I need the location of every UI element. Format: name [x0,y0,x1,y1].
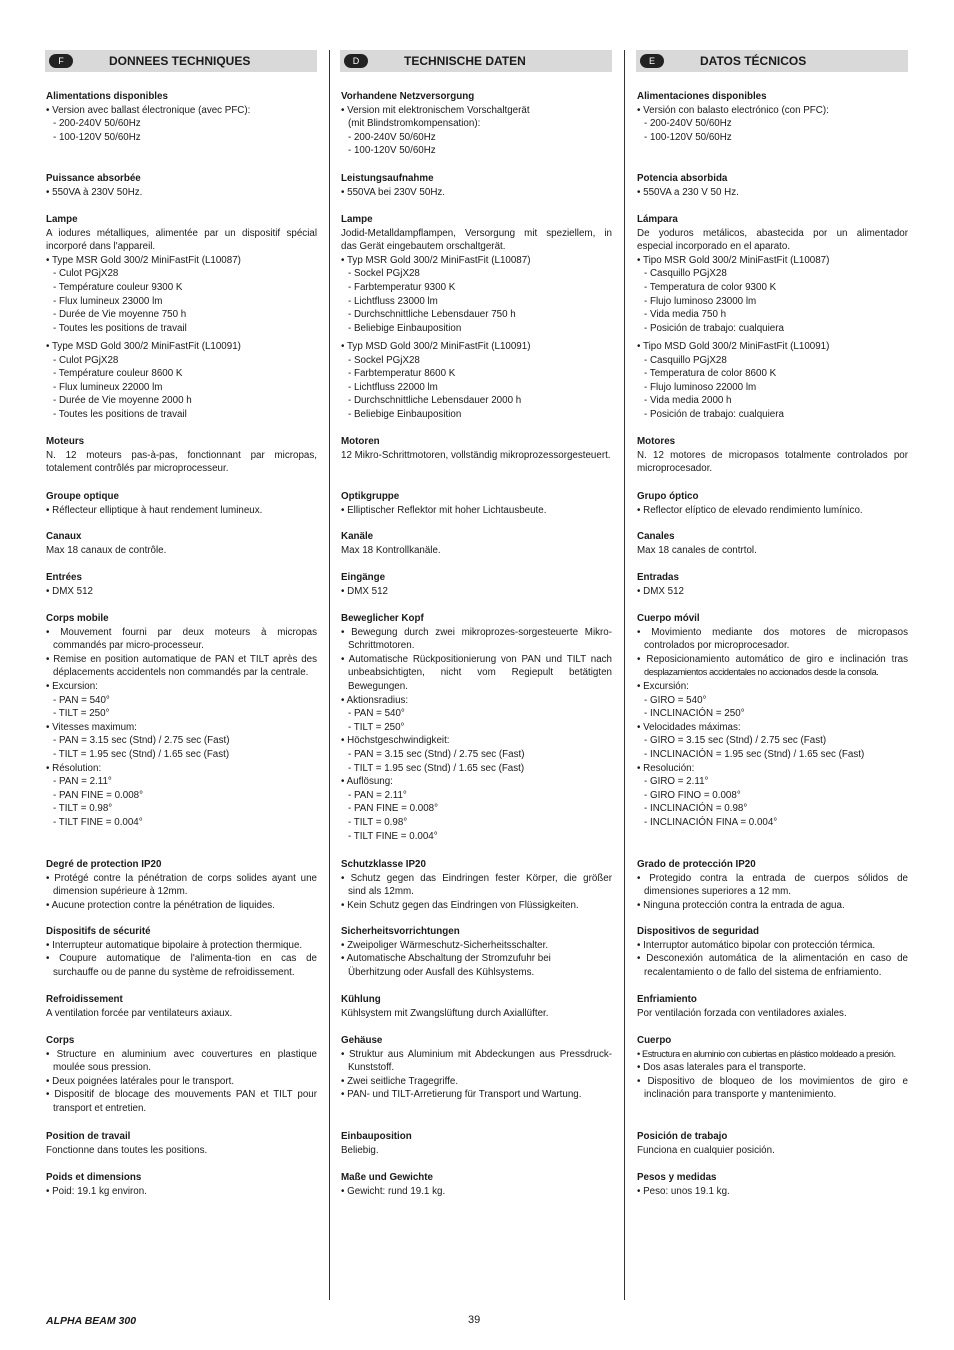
spec-line: - PAN FINE = 0.008° [53,789,144,801]
spec-line: • Deux poignées latérales pour le transport. [46,1075,235,1087]
spec-heading: Refroidissement [46,994,123,1005]
spec-heading: Moteurs [46,436,85,447]
spec-line: - Temperatura de color 8600 K [644,368,777,380]
spec-heading: Maße und Gewichte [341,1172,433,1183]
spec-section [341,340,612,422]
spec-line: • Kein Schutz gegen das Eindringen von Flüssigkeiten. [341,899,579,911]
spec-heading: Puissance absorbée [46,173,141,184]
spec-section [46,530,317,557]
spec-section [341,1034,612,1102]
spec-line: • Versión con balasto electrónico (con PFC): [637,104,829,116]
spec-line: - Beliebige Einbauposition [348,408,462,420]
spec-section [637,213,908,335]
spec-line: - GIRO = 540° [644,694,707,706]
spec-line: • Typ MSR Gold 300/2 MiniFastFit (L10087) [341,254,531,266]
spec-heading: Alimentaciones disponibles [637,91,767,102]
spec-heading: Motores [637,436,676,447]
spec-heading: Motoren [341,436,380,447]
spec-section [637,612,908,830]
spec-line: • Aucune protection contre la pénétration de liquides. [46,899,275,911]
spec-section [341,1171,612,1198]
spec-heading: Kanäle [341,531,374,542]
column-title: DATOS TÉCNICOS [700,54,807,68]
spec-heading: Eingänge [341,572,386,583]
spec-line: • Coupure automatique de l'alimenta-tion en cas de [46,953,317,965]
spec-section [341,858,612,912]
column-body [45,72,317,1302]
spec-section [341,213,612,335]
spec-heading: Entrées [46,572,82,583]
spec-heading: Potencia absorbida [637,173,728,184]
spec-line: • Struktur aus Aluminium mit Abdeckungen aus Pressdruck- [341,1048,612,1060]
spec-line: - Casquillo PGjX28 [644,354,727,366]
language-badge: F [49,54,73,68]
spec-line: • Movimiento mediante dos motores de micropasos [637,626,908,638]
spec-heading: Vorhandene Netzversorgung [341,91,475,102]
spec-line: - 200-240V 50/60Hz [348,131,436,143]
spec-line: - Beliebige Einbauposition [348,322,462,334]
spec-heading: Posición de trabajo [637,1131,728,1142]
column-divider [624,50,625,1300]
spec-line: - GIRO FINO = 0.008° [644,789,741,801]
spec-section [46,213,317,335]
spec-line: A ventilation forcée par ventilateurs axiaux. [46,1007,233,1019]
spec-line: • Elliptischer Reflektor mit hoher Lichtausbeute. [341,504,547,516]
spec-line: - 200-240V 50/60Hz [53,118,141,130]
spec-heading: Lampe [341,214,373,225]
spec-line: dimensiones superiores a 12 mm. [644,886,792,898]
spec-section [637,858,908,912]
spec-line: - PAN = 2.11° [348,789,407,801]
spec-line: Fonctionne dans toutes les positions. [46,1144,208,1156]
spec-line: • Dispositivo de bloqueo de los movimientos de giro e [637,1075,908,1087]
spec-line: • Bewegung durch zwei mikroprozes-sorgesteuerte Mikro- [341,626,612,638]
spec-line: • Resolución: [637,762,695,774]
product-name: ALPHA BEAM 300 [46,1315,137,1327]
spec-line: Funciona en cualquier posición. [637,1144,775,1156]
spec-heading: Optikgruppe [341,491,400,502]
spec-line: • Interrupteur automatique bipolaire à protection thermique. [46,939,303,951]
spec-line: - Flujo luminoso 23000 lm [644,295,757,307]
spec-section [46,1130,317,1157]
spec-section [341,435,612,462]
spec-line: - Vida media 2000 h [644,395,732,407]
spec-line: moulée sous pression. [53,1062,152,1074]
spec-heading: Einbauposition [341,1131,412,1142]
spec-line: N. 12 motores de micropasos totalmente controlados por [637,449,908,461]
spec-heading: Canales [637,531,675,542]
spec-line: • Schutz gegen das Eindringen fester Körper, die größer [341,872,612,884]
spec-line: dimension supérieure à 12mm. [53,886,188,898]
spec-line: - Casquillo PGjX28 [644,268,727,280]
spec-section [637,490,908,517]
spec-line: - GIRO = 3.15 sec (Stnd) / 2.75 sec (Fast) [644,735,827,747]
spec-line: - PAN = 3.15 sec (Stnd) / 2.75 sec (Fast) [348,748,525,760]
spec-heading: Canaux [46,531,82,542]
spec-heading: Kühlung [341,994,381,1005]
spec-heading: Grado de protección IP20 [637,859,756,870]
spec-line: Jodid-Metalldampflampen, Versorgung mit speziellem, in [341,227,612,239]
spec-heading: Cuerpo [637,1035,672,1046]
spec-line: - Durchschnittliche Lebensdauer 2000 h [348,395,522,407]
spec-section [637,172,908,199]
spec-section [46,612,317,830]
spec-line: • Interruptor automático bipolar con protección térmica. [637,939,876,951]
spec-line: especial incorporado en el aparato. [637,241,791,253]
spec-heading: Pesos y medidas [637,1172,717,1183]
spec-line: • 550VA bei 230V 50Hz. [341,186,446,198]
spec-line: - Flux lumineux 22000 lm [53,381,163,393]
column-german [340,50,612,1302]
spec-line: - Sockel PGjX28 [348,354,420,366]
spec-line: Por ventilación forzada con ventiladores axiales. [637,1007,847,1019]
spec-line: - Temperatura de color 9300 K [644,281,777,293]
spec-line: • Type MSR Gold 300/2 MiniFastFit (L10087) [46,254,241,266]
spec-section [637,925,908,979]
spec-heading: Corps [46,1035,75,1046]
spec-line: • Reflector elíptico de elevado rendimiento lumínico. [637,504,863,516]
column-french [45,50,317,1302]
spec-section [341,490,612,517]
spec-line: - Toutes les positions de travail [53,408,187,420]
spec-line: • Estructura en aluminio con cubiertas en plástico moldeado a presión. [637,1048,896,1059]
spec-line: - 200-240V 50/60Hz [644,118,732,130]
spec-line: Max 18 Kontrollkanäle. [341,544,441,556]
spec-line: • Aktionsradius: [341,694,409,706]
spec-line: - INCLINACIÓN = 1.95 sec (Stnd) / 1.65 sec (Fast) [644,748,865,760]
spec-line: - Durchschnittliche Lebensdauer 750 h [348,309,516,321]
spec-heading: Groupe optique [46,491,119,502]
spec-line: De yoduros metálicos, abastecida por un alimentador [637,227,908,239]
spec-line: (mit Blindstromkompensation): [348,118,481,130]
spec-line: - TILT = 0.98° [53,803,113,815]
spec-line: déplacements accidentels non commandés par la centrale. [53,667,309,679]
spec-heading: Enfriamiento [637,994,697,1005]
spec-line: Kühlsystem mit Zwangslüftung durch Axiallüfter. [341,1007,549,1019]
spec-line: • Excursion: [46,680,98,692]
spec-line: • Structure en aluminium avec couvertures en plastique [46,1048,317,1060]
spec-line: • Vitesses maximum: [46,721,137,733]
spec-line: • Dispositif de blocage des mouvements PAN et TILT pour [46,1089,317,1101]
spec-section [341,90,612,158]
spec-line: • DMX 512 [637,585,684,597]
spec-line: • DMX 512 [341,585,388,597]
spec-heading: Position de travail [46,1131,131,1142]
spec-heading: Poids et dimensions [46,1172,142,1183]
spec-line: • Zwei seitliche Tragegriffe. [341,1075,459,1087]
spec-section [637,340,908,422]
spec-heading: Grupo óptico [637,491,699,502]
spec-line: microprocesador. [637,463,713,475]
spec-line: Schrittmotoren. [348,640,415,652]
spec-line: • Protégé contre la pénétration de corps solides ayant une [46,872,317,884]
spec-line: - PAN = 3.15 sec (Stnd) / 2.75 sec (Fast) [53,735,230,747]
spec-line: - Culot PGjX28 [53,268,119,280]
spec-line: • Mouvement fourni par deux moteurs à micropas [46,626,317,638]
spec-line: - Toutes les positions de travail [53,322,187,334]
spec-line: • Tipo MSR Gold 300/2 MiniFastFit (L10087) [637,254,830,266]
language-badge: D [344,54,368,68]
spec-heading: Lampe [46,214,78,225]
column-spanish [636,50,908,1302]
spec-line: commandés par micro-processeur. [53,640,204,652]
spec-line: • Velocidades máximas: [637,721,741,733]
spec-heading: Sicherheitsvorrichtungen [341,926,460,937]
spec-line: - PAN FINE = 0.008° [348,803,439,815]
spec-line: • Desconexión automática de la alimentación en caso de [637,953,908,965]
spec-line: - Lichtfluss 23000 lm [348,295,438,307]
spec-section [637,530,908,557]
column-title: DONNEES TECHNIQUES [109,54,251,68]
spec-line: surchauffe ou de panne du système de refroidissement. [53,966,295,978]
spec-line: - 100-120V 50/60Hz [53,131,141,143]
spec-line: - Température couleur 9300 K [53,281,183,293]
spec-section [637,571,908,598]
spec-line: - Culot PGjX28 [53,354,119,366]
spec-line: • Résolution: [46,762,102,774]
spec-line: sind als 12mm. [348,886,414,898]
section-header [636,50,908,72]
spec-heading: Degré de protection IP20 [46,859,162,870]
section-header [340,50,612,72]
spec-line: Max 18 canaux de contrôle. [46,544,167,556]
column-title: TECHNISCHE DATEN [404,54,526,68]
spec-line: A iodures métalliques, alimentée par un dispositif spécial [46,227,317,239]
spec-line: • Tipo MSD Gold 300/2 MiniFastFit (L10091) [637,341,830,352]
spec-line: • Typ MSD Gold 300/2 MiniFastFit (L10091) [341,341,531,352]
spec-line: N. 12 moteurs pas-à-pas, fonctionnant par micropas, [46,449,317,461]
spec-line: 12 Mikro-Schrittmotoren, vollständig mikroprozessorgesteuert. [341,449,611,461]
column-divider [329,50,330,1300]
spec-heading: Dispositifs de sécurité [46,926,151,937]
spec-line: - Lichtfluss 22000 lm [348,381,438,393]
spec-section [341,1130,612,1157]
spec-line: - Durée de Vie moyenne 750 h [53,309,187,321]
spec-section [341,993,612,1020]
spec-heading: Schutzklasse IP20 [341,859,426,870]
spec-line: - Sockel PGjX28 [348,268,420,280]
spec-line: - PAN = 540° [53,694,110,706]
column-body [340,72,612,1302]
spec-line: - Durée de Vie moyenne 2000 h [53,395,192,407]
spec-section [637,1171,908,1198]
spec-section [46,571,317,598]
spec-section [46,1171,317,1198]
spec-line: • Ninguna protección contra la entrada de agua. [637,899,845,911]
spec-line: unbeabsichtigten, nicht vom Regiepult betätigten [348,667,612,679]
spec-line: transport et entretien. [53,1102,147,1114]
spec-section [341,571,612,598]
section-header [45,50,317,72]
spec-line: - TILT FINE = 0.004° [53,816,143,828]
spec-section [637,435,908,476]
spec-section [341,925,612,979]
spec-line: • Automatische Abschaltung der Stromzufuhr bei [341,953,551,965]
spec-heading: Cuerpo móvil [637,613,700,624]
spec-heading: Lámpara [637,214,678,225]
spec-section [46,340,317,422]
spec-line: • Type MSD Gold 300/2 MiniFastFit (L10091) [46,341,241,352]
spec-line: Kunststoff. [348,1062,395,1074]
spec-line: • Remise en position automatique de PAN et TILT après des [46,653,317,665]
language-badge: E [640,54,664,68]
spec-line: Überhitzung oder Ausfall des Kühlsystems. [348,966,535,978]
spec-section [341,172,612,199]
spec-line: - PAN = 2.11° [53,776,112,788]
spec-line: Max 18 canales de contrtol. [637,544,757,556]
spec-line: • Höchstgeschwindigkeit: [341,735,450,747]
spec-section [46,858,317,912]
spec-line: • Protegido contra la entrada de cuerpos sólidos de [637,872,908,884]
spec-section [341,612,612,843]
spec-line: totalement contrôlés par microprocesseur. [46,463,229,475]
spec-line: • 550VA a 230 V 50 Hz. [637,186,739,198]
spec-line: das Gerät eingebautem orschaltgerät. [341,241,506,253]
spec-line: - Température couleur 8600 K [53,368,183,380]
spec-section [637,90,908,144]
spec-section [637,1130,908,1157]
spec-heading: Corps mobile [46,613,109,624]
spec-line: - 100-120V 50/60Hz [348,145,436,157]
spec-line: Beliebig. [341,1144,379,1156]
spec-line: - TILT FINE = 0.004° [348,830,438,842]
spec-section [637,993,908,1020]
spec-line: - Vida media 750 h [644,309,727,321]
spec-line: - 100-120V 50/60Hz [644,131,732,143]
spec-line: - PAN = 540° [348,708,405,720]
page-number: 39 [468,1314,481,1326]
spec-line: incorporé dans l'appareil. [46,241,156,253]
spec-line: • Réflecteur elliptique à haut rendement lumineux. [46,504,263,516]
spec-line: - Posición de trabajo: cualquiera [644,408,784,420]
spec-line: - Posición de trabajo: cualquiera [644,322,784,334]
spec-line: • Reposicionamiento automático de giro e inclinación tras [637,653,908,665]
spec-section [46,172,317,199]
spec-line: Bewegungen. [348,680,408,692]
spec-line: - Farbtemperatur 8600 K [348,368,456,380]
spec-line: - Farbtemperatur 9300 K [348,281,456,293]
spec-line: - GIRO = 2.11° [644,776,709,788]
spec-section [637,1034,908,1102]
spec-line: controlados por microprocesador. [644,640,790,652]
spec-line: - Flujo luminoso 22000 lm [644,381,757,393]
spec-heading: Gehäuse [341,1035,383,1046]
spec-line: - TILT = 1.95 sec (Stnd) / 1.65 sec (Fast) [53,748,230,760]
spec-section [46,490,317,517]
spec-line: - TILT = 250° [53,708,110,720]
spec-line: • Automatische Rückpositionierung von PAN und TILT nach [341,653,612,665]
column-body [636,72,908,1302]
spec-line: • Poid: 19.1 kg environ. [46,1185,147,1197]
spec-line: recalentamiento o de fallo del sistema de enfriamiento. [644,966,882,978]
spec-line: • DMX 512 [46,585,93,597]
spec-line: • Excursión: [637,680,689,692]
spec-line: • Zweipoliger Wärmeschutz-Sicherheitsschalter. [341,939,549,951]
spec-heading: Beweglicher Kopf [341,613,424,624]
spec-line: - INCLINACIÓN = 0.98° [644,803,748,815]
spec-line: • Gewicht: rund 19.1 kg. [341,1185,446,1197]
spec-line: - TILT = 1.95 sec (Stnd) / 1.65 sec (Fast) [348,762,525,774]
spec-line: inclinación para transporte y mantenimiento. [644,1089,837,1101]
spec-section [46,90,317,144]
spec-line: - INCLINACIÓN FINA = 0.004° [644,816,778,828]
spec-line: - Flux lumineux 23000 lm [53,295,163,307]
spec-line: • Version mit elektronischem Vorschaltgerät [341,104,530,116]
spec-section [46,993,317,1020]
spec-line: • Version avec ballast électronique (avec PFC): [46,104,251,116]
spec-section [46,435,317,476]
spec-line: desplazamientos accidentales no accionados desde la consola. [644,667,879,678]
spec-line: • PAN- und TILT-Arretierung für Transport und Wartung. [341,1089,582,1101]
spec-line: • Peso: unos 19.1 kg. [637,1185,730,1197]
spec-heading: Leistungsaufnahme [341,173,434,184]
spec-line: • Dos asas laterales para el transporte. [637,1062,806,1074]
spec-line: - TILT = 0.98° [348,816,408,828]
spec-section [46,1034,317,1116]
spec-line: • Auflösung: [341,776,393,788]
spec-line: • 550VA à 230V 50Hz. [46,186,143,198]
spec-heading: Alimentations disponibles [46,91,168,102]
spec-heading: Dispositivos de seguridad [637,926,759,937]
spec-section [46,925,317,979]
spec-heading: Entradas [637,572,679,583]
spec-line: - INCLINACIÓN = 250° [644,708,745,720]
spec-section [341,530,612,557]
spec-line: - TILT = 250° [348,721,405,733]
